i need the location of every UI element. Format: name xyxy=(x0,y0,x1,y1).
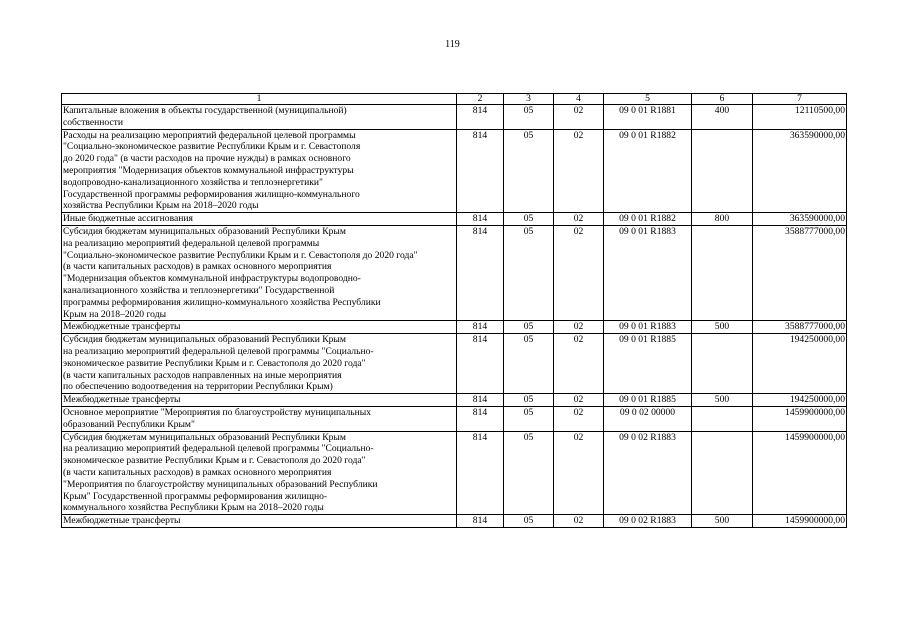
column-header-name: 1 xyxy=(62,94,457,105)
description-line: Государственной программы реформирования жилищно-коммунального xyxy=(63,188,360,200)
row-description xyxy=(62,334,457,394)
target-article-code: 09 0 01 R1883 xyxy=(604,225,692,320)
expense-type-code xyxy=(692,406,753,431)
subsection-code: 02 xyxy=(554,394,604,407)
ministry-code: 814 xyxy=(457,225,504,320)
budget-table xyxy=(61,93,847,528)
row-description xyxy=(62,431,457,515)
row-description xyxy=(62,213,457,226)
amount: 363590000,00 xyxy=(753,129,847,213)
ministry-code: 814 xyxy=(457,129,504,213)
description-line: Межбюджетные трансферты xyxy=(63,394,181,406)
description-line: Крым" Государственной программы реформирования жилищно- xyxy=(63,490,328,502)
description-line: Капитальные вложения в объекты государственной (муниципальной) xyxy=(63,105,347,116)
ministry-code: 814 xyxy=(457,406,504,431)
target-article-code: 09 0 01 R1883 xyxy=(604,321,692,334)
table-row xyxy=(62,431,847,515)
amount: 3588777000,00 xyxy=(753,225,847,320)
description-line: Субсидия бюджетам муниципальных образований Республики Крым xyxy=(63,431,346,443)
expense-type-code xyxy=(692,129,753,213)
table-header xyxy=(62,94,847,105)
target-article-code: 09 0 02 00000 xyxy=(604,406,692,431)
amount: 194250000,00 xyxy=(753,334,847,394)
description-line: Крым на 2018–2020 годы xyxy=(63,308,167,320)
expense-type-code: 500 xyxy=(692,515,753,528)
expense-type-code: 400 xyxy=(692,105,753,130)
section-code: 05 xyxy=(504,334,554,394)
description-line: на реализацию мероприятий федеральной целевой программы "Социально- xyxy=(63,443,374,455)
column-header-ministry: 2 xyxy=(457,94,504,105)
section-code: 05 xyxy=(504,129,554,213)
row-description xyxy=(62,225,457,320)
subsection-code: 02 xyxy=(554,406,604,431)
target-article-code: 09 0 01 R1885 xyxy=(604,334,692,394)
subsection-code: 02 xyxy=(554,213,604,226)
description-line: хозяйства Республики Крым на 2018–2020 годы xyxy=(63,200,259,212)
subsection-code: 02 xyxy=(554,431,604,515)
description-line: мероприятия "Модернизация объектов коммунальной инфраструктуры xyxy=(63,164,354,176)
description-line: собственности xyxy=(63,116,124,128)
row-description xyxy=(62,394,457,407)
description-line: (в части капитальных расходов) в рамках основного мероприятия xyxy=(63,261,332,273)
description-line: коммунального хозяйства Республики Крым на 2018–2020 годы xyxy=(63,502,324,514)
row-description xyxy=(62,321,457,334)
description-line: водопроводно-канализационного хозяйства и теплоэнергетики" xyxy=(63,176,323,188)
section-code: 05 xyxy=(504,105,554,130)
subsection-code: 02 xyxy=(554,129,604,213)
column-header-amount: 7 xyxy=(753,94,847,105)
amount: 363590000,00 xyxy=(753,213,847,226)
description-line: Субсидия бюджетам муниципальных образований Республики Крым xyxy=(63,334,346,346)
table-row xyxy=(62,515,847,528)
description-line: Расходы на реализацию мероприятий федеральной целевой программы xyxy=(63,129,356,141)
ministry-code: 814 xyxy=(457,213,504,226)
section-code: 05 xyxy=(504,321,554,334)
description-line: Основное мероприятие "Мероприятия по благоустройству муниципальных xyxy=(63,406,372,418)
ministry-code: 814 xyxy=(457,394,504,407)
description-line: (в части капитальных расходов направленных на иные мероприятия xyxy=(63,369,342,381)
section-code: 05 xyxy=(504,394,554,407)
description-line: канализационного хозяйства и теплоэнергетики" Государственной xyxy=(63,284,335,296)
expense-type-code xyxy=(692,334,753,394)
table-row xyxy=(62,334,847,394)
target-article-code: 09 0 02 R1883 xyxy=(604,515,692,528)
description-line: "Социально-экономическое развитие Республики Крым и г. Севастополя до 2020 года" xyxy=(63,249,418,261)
description-line: экономическое развитие Республики Крым и г. Севастополя до 2020 года" xyxy=(63,455,366,467)
description-line: "Социально-экономическое развитие Республики Крым и г. Севастополя xyxy=(63,141,361,153)
table-row xyxy=(62,394,847,407)
description-line: образований Республики Крым" xyxy=(63,418,195,430)
expense-type-code: 500 xyxy=(692,394,753,407)
description-line: до 2020 года" (в части расходов на прочие нужды) в рамках основного xyxy=(63,153,351,165)
header-row xyxy=(62,94,847,105)
description-line: экономическое развитие Республики Крым и г. Севастополя до 2020 года" xyxy=(63,357,366,369)
ministry-code: 814 xyxy=(457,321,504,334)
column-header-target-article: 5 xyxy=(604,94,692,105)
subsection-code: 02 xyxy=(554,515,604,528)
target-article-code: 09 0 01 R1882 xyxy=(604,213,692,226)
table-row xyxy=(62,129,847,213)
amount: 3588777000,00 xyxy=(753,321,847,334)
description-line: программы реформирования жилищно-коммунального хозяйства Республики xyxy=(63,296,381,308)
description-line: на реализацию мероприятий федеральной целевой программы "Социально- xyxy=(63,345,374,357)
section-code: 05 xyxy=(504,431,554,515)
amount: 12110500,00 xyxy=(753,105,847,130)
table-row xyxy=(62,213,847,226)
description-line: Межбюджетные трансферты xyxy=(63,321,181,333)
amount: 1459900000,00 xyxy=(753,515,847,528)
subsection-code: 02 xyxy=(554,321,604,334)
section-code: 05 xyxy=(504,406,554,431)
ministry-code: 814 xyxy=(457,334,504,394)
row-description xyxy=(62,129,457,213)
description-line: "Мероприятия по благоустройству муниципальных образований Республики xyxy=(63,478,378,490)
subsection-code: 02 xyxy=(554,225,604,320)
ministry-code: 814 xyxy=(457,515,504,528)
table-row xyxy=(62,321,847,334)
description-line: Межбюджетные трансферты xyxy=(63,515,181,527)
description-line: (в части капитальных расходов) в рамках основного мероприятия xyxy=(63,466,332,478)
expense-type-code xyxy=(692,431,753,515)
description-line: Иные бюджетные ассигнования xyxy=(63,213,193,225)
target-article-code: 09 0 01 R1885 xyxy=(604,394,692,407)
column-header-section: 3 xyxy=(504,94,554,105)
expense-type-code: 500 xyxy=(692,321,753,334)
page-number: 119 xyxy=(445,39,460,50)
ministry-code: 814 xyxy=(457,105,504,130)
subsection-code: 02 xyxy=(554,105,604,130)
amount: 1459900000,00 xyxy=(753,431,847,515)
table-row xyxy=(62,105,847,130)
target-article-code: 09 0 01 R1881 xyxy=(604,105,692,130)
column-header-subsection: 4 xyxy=(554,94,604,105)
section-code: 05 xyxy=(504,515,554,528)
description-line: на реализацию мероприятий федеральной целевой программы xyxy=(63,237,320,249)
table-row xyxy=(62,406,847,431)
row-description xyxy=(62,515,457,528)
table-row xyxy=(62,225,847,320)
target-article-code: 09 0 01 R1882 xyxy=(604,129,692,213)
description-line: Субсидия бюджетам муниципальных образований Республики Крым xyxy=(63,225,346,237)
amount: 194250000,00 xyxy=(753,394,847,407)
row-description xyxy=(62,105,457,130)
column-header-expense-type: 6 xyxy=(692,94,753,105)
description-line: по обеспечению водоотведения на территории Республики Крым) xyxy=(63,381,333,393)
description-line: "Модернизация объектов коммунальной инфраструктуры водопроводно- xyxy=(63,273,361,285)
section-code: 05 xyxy=(504,225,554,320)
table-body xyxy=(62,105,847,528)
ministry-code: 814 xyxy=(457,431,504,515)
expense-type-code xyxy=(692,225,753,320)
row-description xyxy=(62,406,457,431)
expense-type-code: 800 xyxy=(692,213,753,226)
target-article-code: 09 0 02 R1883 xyxy=(604,431,692,515)
amount: 1459900000,00 xyxy=(753,406,847,431)
subsection-code: 02 xyxy=(554,334,604,394)
section-code: 05 xyxy=(504,213,554,226)
